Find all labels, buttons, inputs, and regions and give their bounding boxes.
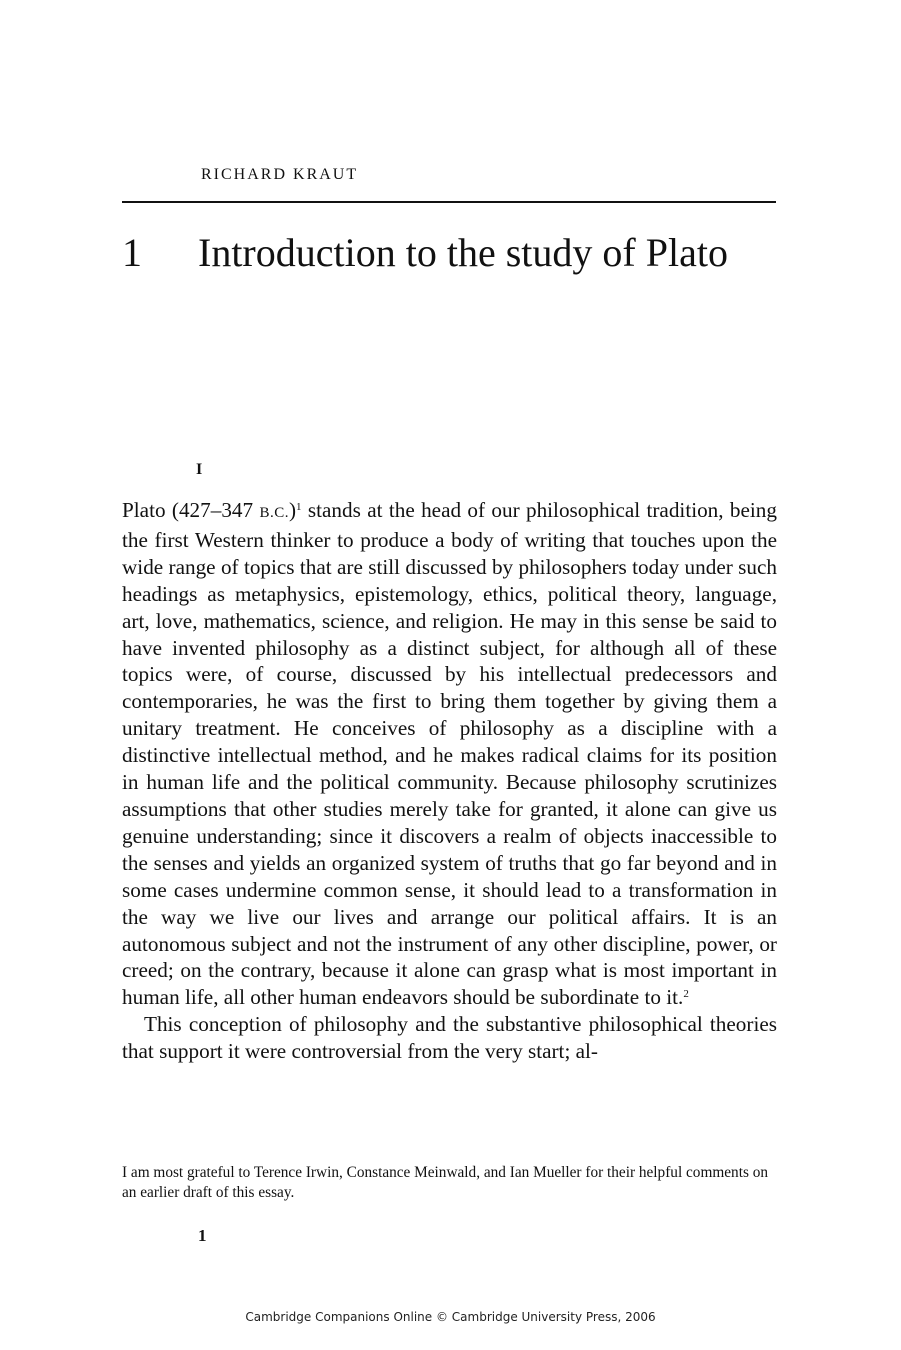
- section-numeral: I: [196, 461, 203, 478]
- paragraph-1: [122, 497, 777, 1011]
- paragraph-1-text: stands at the head of our philosophical tradition, being the first Western thinker to produce a body of writing that touches upon the wide range of topics that are still discussed by philosophers today under such headings as metaphysics, epistemology, ethics, political theory, language, art, love, mathematics, science, and religion. He may in this sense be said to have invented philosophy as a distinct subject, for although all of these topics were, of course, discussed by his intellectual predecessors and contemporaries, he was the first to bring them together by giving them a unitary treatment. He conceives of philosophy as a discipline with a distinctive intellectual method, and he makes radical claims for its position in human life and the political community. Because philosophy scrutinizes assumptions that other studies merely take for granted, it alone can give us genuine understanding; since it discovers a realm of objects inaccessible to the senses and yields an organized system of truths that go far beyond and in some cases undermine common sense, it should lead to a transformation in the way we live our lives and arrange our political affairs. It is an autonomous subject and not the instrument of any other discipline, power, or creed; on the contrary, because it alone can grasp what is most important in human life, all other human endeavors should be subordinate to it.: [122, 498, 777, 1010]
- chapter-number: 1: [122, 230, 142, 275]
- chapter-title: Introduction to the study of Plato: [198, 230, 728, 275]
- copyright-footer: Cambridge Companions Online © Cambridge University Press, 2006: [245, 1310, 656, 1324]
- acknowledgement-footnote: I am most grateful to Terence Irwin, Constance Meinwald, and Ian Mueller for their helpful comments on an earlier draft of this essay.: [122, 1164, 769, 1201]
- page-number: 1: [198, 1226, 207, 1245]
- closing-paren: ): [288, 498, 297, 522]
- running-header-author: RICHARD KRAUT: [201, 166, 359, 183]
- header-rule: [122, 201, 776, 203]
- paragraph-1-opening: Plato (427–347: [122, 498, 260, 522]
- body-text: [122, 497, 777, 1065]
- era-abbreviation: B.C.: [259, 505, 289, 521]
- note-reference-1: 1: [296, 501, 302, 513]
- paragraph-2: This conception of philosophy and the substantive philosophical theories that support it were controversial from the very start; al-: [122, 1012, 777, 1064]
- note-reference-2: 2: [683, 988, 689, 1001]
